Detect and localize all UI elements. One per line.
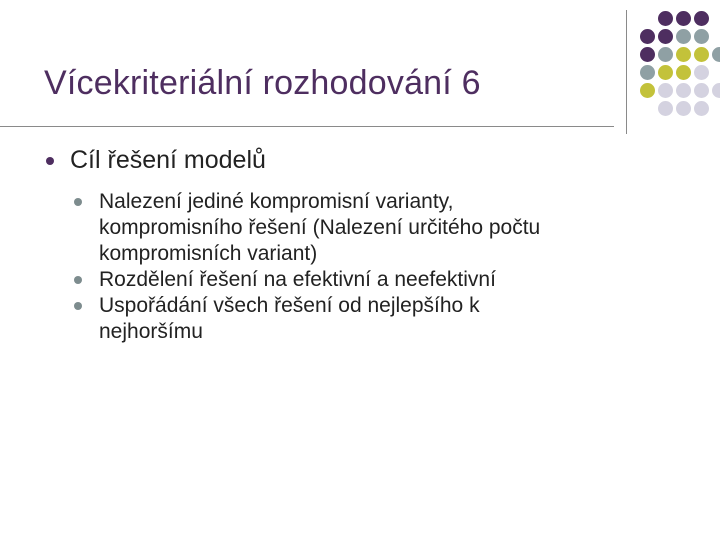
sub-bullet-line: kompromisních variant) (99, 242, 318, 265)
decorative-dot (640, 29, 655, 44)
sub-bullet-item (74, 189, 654, 267)
decorative-dot (658, 101, 673, 116)
decorative-dot-grid (640, 11, 720, 131)
decorative-dot (676, 47, 691, 62)
decorative-dot (658, 83, 673, 98)
decorative-dot (640, 83, 655, 98)
decorative-dot (676, 65, 691, 80)
decorative-dot (676, 83, 691, 98)
sub-bullet-item (74, 293, 654, 345)
vertical-divider (626, 10, 627, 134)
decorative-dot (694, 83, 709, 98)
sub-bullet-item (74, 267, 654, 293)
sub-bullet-line: nejhoršímu (99, 320, 203, 343)
decorative-dot (712, 83, 720, 98)
decorative-dot (658, 11, 673, 26)
bullet-dot-icon (74, 276, 82, 284)
decorative-dot (694, 47, 709, 62)
slide-title: Vícekriteriální rozhodování 6 (44, 64, 481, 102)
decorative-dot (640, 47, 655, 62)
sub-bullet-list (74, 189, 654, 345)
bullet-dot-icon (74, 302, 82, 310)
main-bullet-text: Cíl řešení modelů (70, 146, 266, 174)
decorative-dot (694, 101, 709, 116)
sub-bullet-line: Rozdělení řešení na efektivní a neefektivní (99, 268, 496, 291)
decorative-dot (658, 47, 673, 62)
bullet-dot-icon (46, 157, 54, 165)
decorative-dot (712, 47, 720, 62)
decorative-dot (694, 65, 709, 80)
decorative-dot (640, 65, 655, 80)
sub-bullet-line: kompromisního řešení (Nalezení určitého počtu (99, 216, 541, 239)
decorative-dot (676, 29, 691, 44)
decorative-dot (676, 11, 691, 26)
sub-bullet-line: Nalezení jediné kompromisní varianty, (99, 190, 454, 213)
decorative-dot (676, 101, 691, 116)
sub-bullet-line: Uspořádání všech řešení od nejlepšího k (99, 294, 480, 317)
decorative-dot (694, 29, 709, 44)
decorative-dot (658, 29, 673, 44)
title-divider (0, 126, 614, 127)
main-bullet (46, 146, 266, 175)
decorative-dot (694, 11, 709, 26)
decorative-dot (658, 65, 673, 80)
bullet-dot-icon (74, 198, 82, 206)
